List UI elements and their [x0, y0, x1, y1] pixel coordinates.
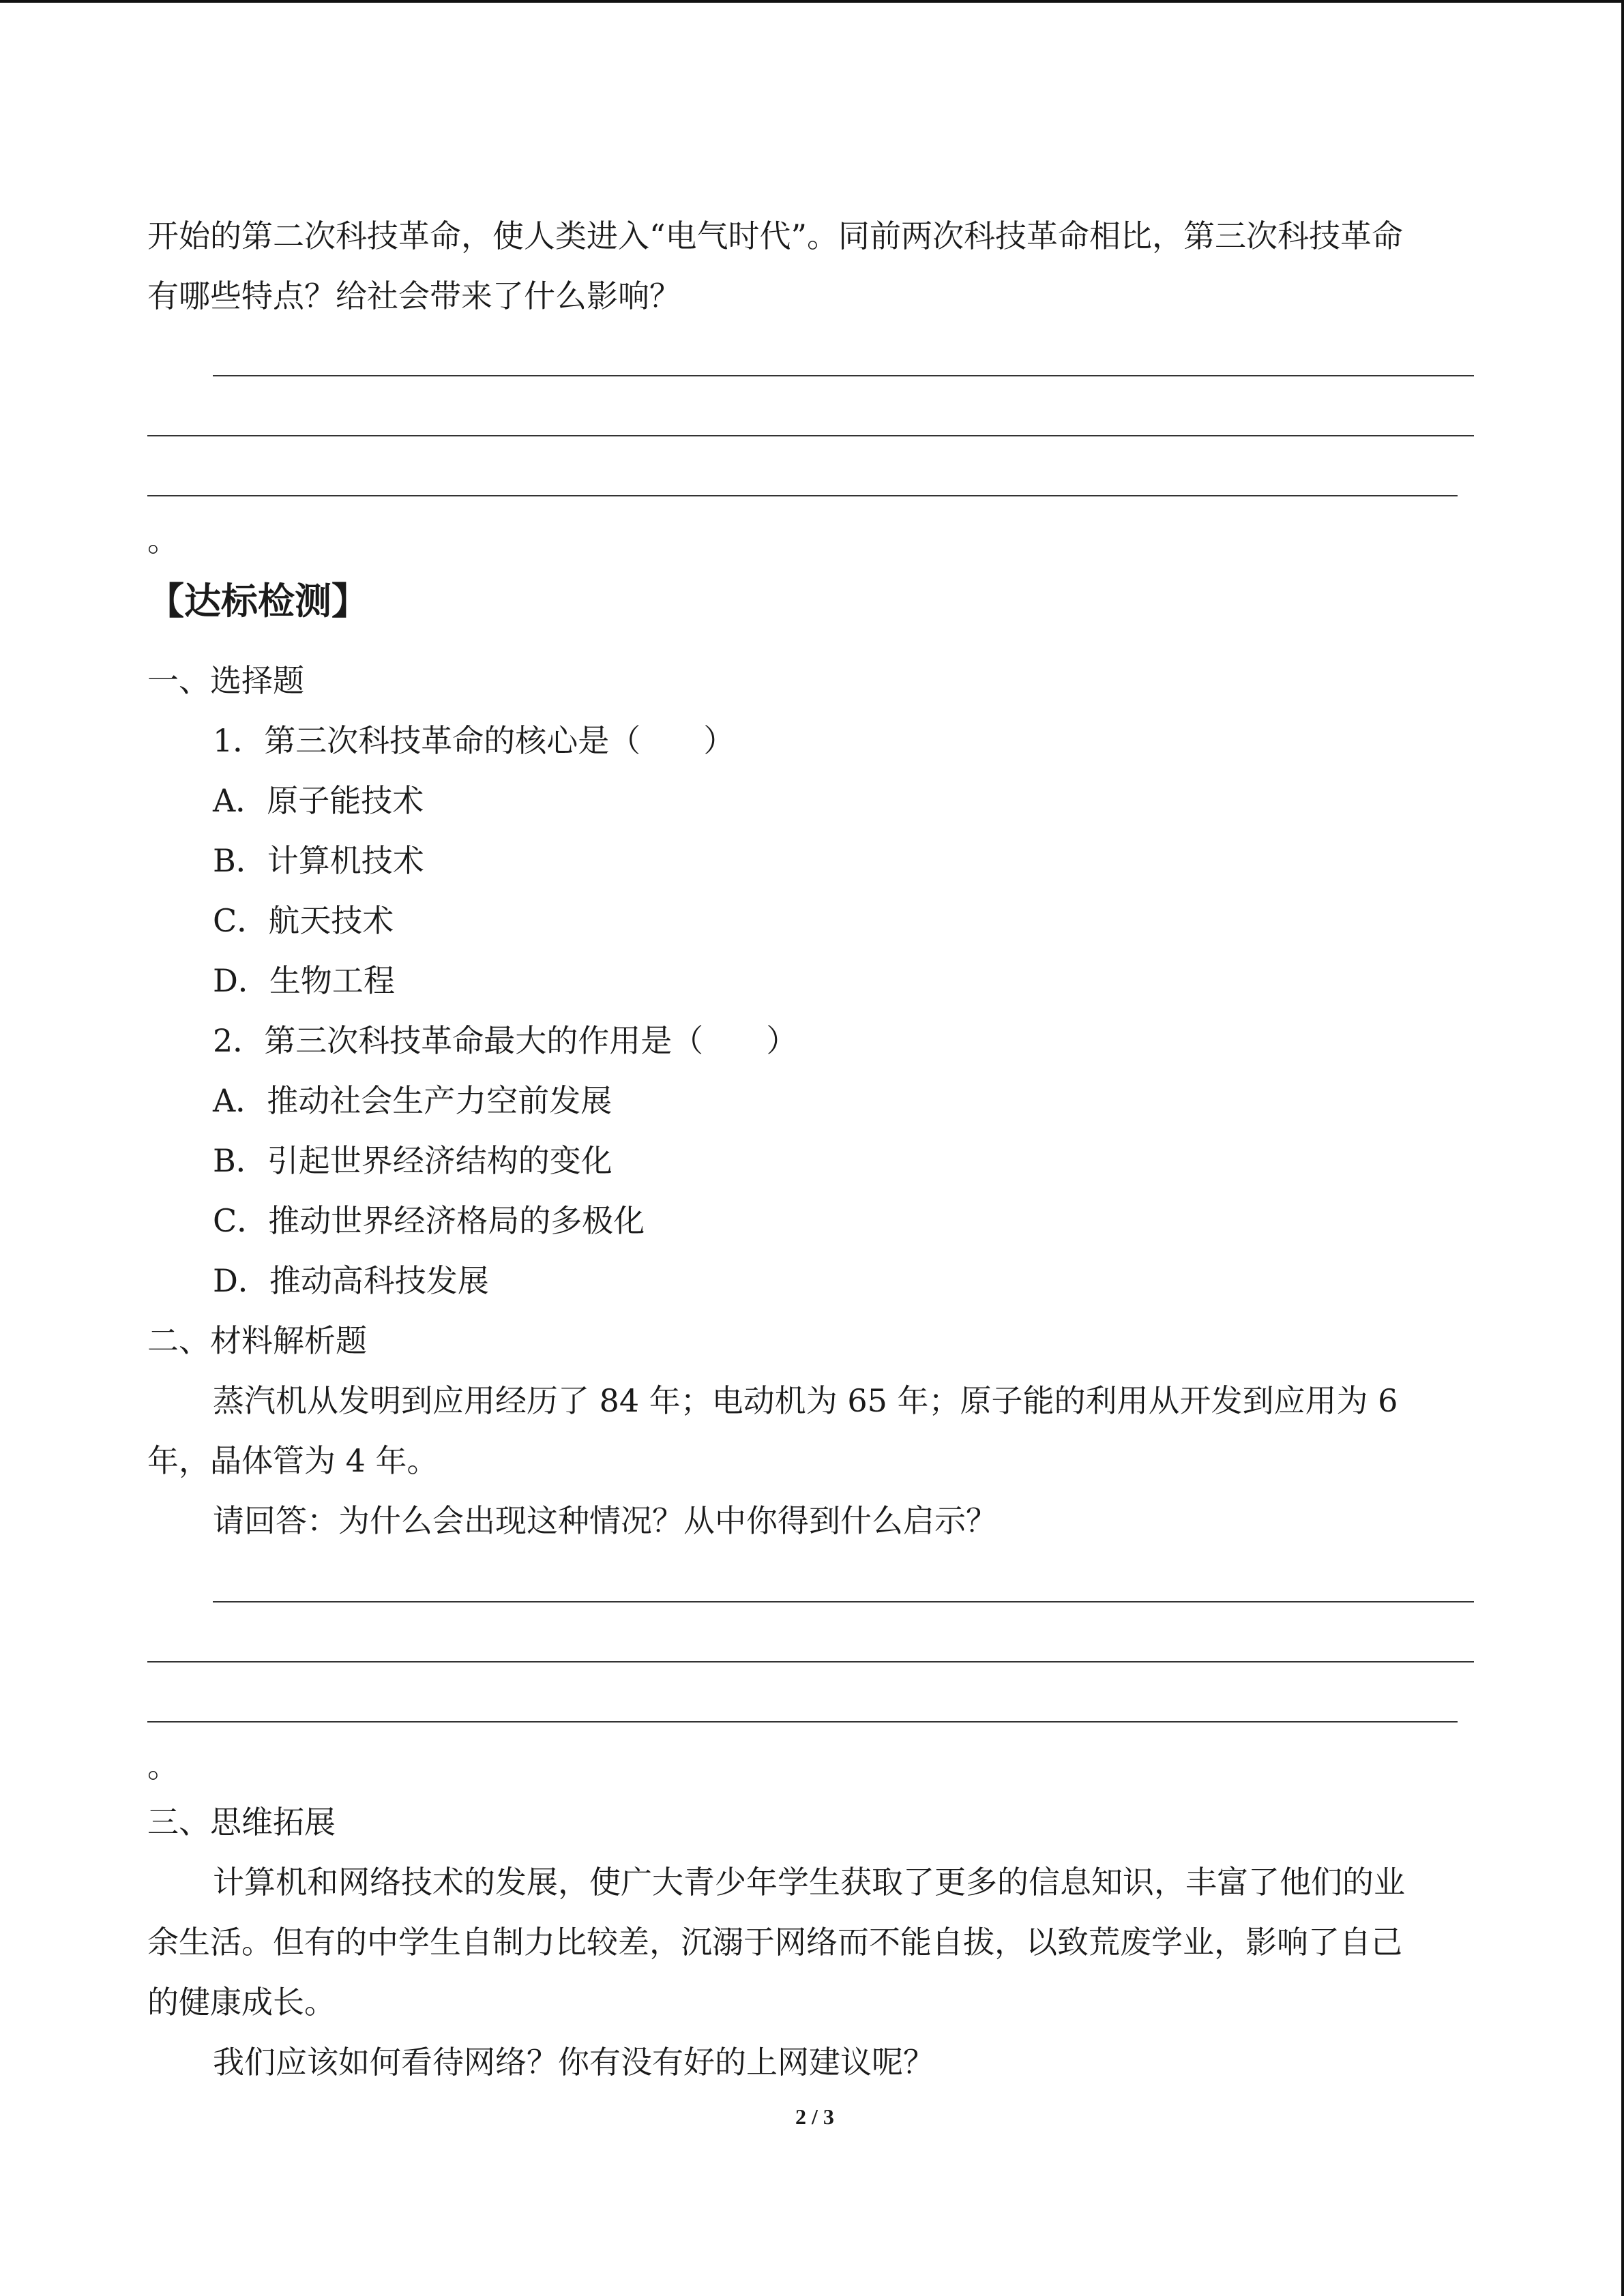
part2-material-line-2: 年，晶体管为 4 年。: [147, 1442, 439, 1479]
page-border-right: [1621, 0, 1624, 2296]
intro-period: 。: [147, 522, 179, 558]
answer-line-6: [147, 1721, 1458, 1723]
q1-option-a: A．原子能技术: [213, 782, 424, 819]
part3-para-line-2: 余生活。但有的中学生自制力比较差，沉溺于网络而不能自拔，以致荒废学业，影响了自己: [147, 1924, 1402, 1960]
intro-line-2: 有哪些特点？给社会带来了什么影响？: [147, 278, 681, 314]
q1-option-c: C．航天技术: [213, 902, 394, 939]
intro-line-1: 开始的第二次科技革命，使人类进入“电气时代”。同前两次科技革命相比，第三次科技革命: [147, 218, 1404, 254]
part2-title: 二、材料解析题: [147, 1322, 367, 1359]
answer-line-2: [147, 435, 1474, 436]
part1-title: 一、选择题: [147, 662, 304, 699]
q1-option-d: D．生物工程: [213, 962, 395, 999]
answer-line-1: [213, 375, 1474, 376]
page-border-top: [0, 0, 1624, 3]
page-indicator: 2 / 3: [795, 2104, 834, 2129]
part2-material-line-1: 蒸汽机从发明到应用经历了 84 年；电动机为 65 年；原子能的利用从开发到应用为 6: [213, 1382, 1398, 1419]
q2-option-a: A．推动社会生产力空前发展: [213, 1082, 612, 1119]
part2-period: 。: [147, 1748, 179, 1785]
part3-question: 我们应该如何看待网络？你有没有好的上网建议呢？: [213, 2044, 934, 2081]
q1-stem: 1．第三次科技革命的核心是（ ）: [213, 722, 735, 759]
section-title: 【达标检测】: [147, 579, 368, 623]
q2-option-b: B．引起世界经济结构的变化: [213, 1142, 612, 1179]
part2-question: 请回答：为什么会出现这种情况？从中你得到什么启示？: [213, 1502, 997, 1539]
answer-line-4: [213, 1601, 1474, 1602]
q2-option-c: C．推动世界经济格局的多极化: [213, 1202, 645, 1239]
q2-option-d: D．推动高科技发展: [213, 1262, 489, 1299]
answer-line-3: [147, 495, 1458, 496]
q2-stem: 2．第三次科技革命最大的作用是（ ）: [213, 1022, 798, 1059]
part3-title: 三、思维拓展: [147, 1804, 336, 1840]
answer-line-5: [147, 1661, 1474, 1663]
q1-option-b: B．计算机技术: [213, 842, 424, 879]
part3-para-line-3: 的健康成长。: [147, 1984, 336, 2021]
part3-para-line-1: 计算机和网络技术的发展，使广大青少年学生获取了更多的信息知识，丰富了他们的业: [213, 1864, 1405, 1900]
